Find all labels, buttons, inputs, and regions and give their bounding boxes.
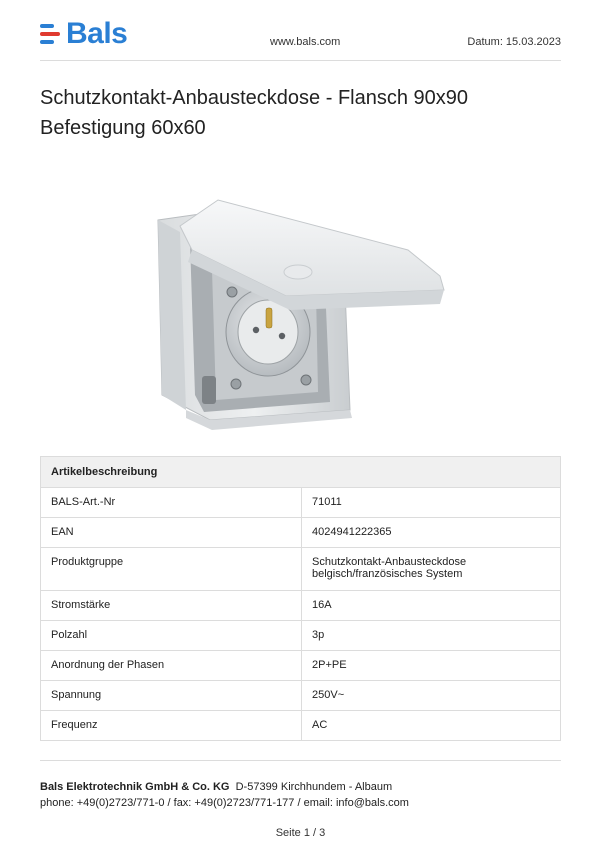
logo-mark-icon — [40, 21, 62, 47]
company-name: Bals Elektrotechnik GmbH & Co. KG — [40, 781, 230, 793]
row-label: Spannung — [41, 681, 302, 711]
row-value: 2P+PE — [302, 651, 561, 681]
document-date: Datum: 15.03.2023 — [467, 36, 561, 48]
row-label: Stromstärke — [41, 591, 302, 621]
table-row — [41, 518, 561, 548]
table-row — [41, 711, 561, 741]
row-value: 3p — [302, 621, 561, 651]
row-value: AC — [302, 711, 561, 741]
table-row — [41, 651, 561, 681]
socket-with-hinged-cover-icon — [140, 180, 460, 440]
product-image — [140, 180, 460, 440]
row-value-line-1: Schutzkontakt-Anbausteckdose — [312, 556, 467, 568]
row-value: 16A — [302, 591, 561, 621]
table-heading: Artikelbeschreibung — [41, 457, 561, 488]
row-value: 71011 — [302, 488, 561, 518]
row-value: 250V~ — [302, 681, 561, 711]
table-header-row — [41, 457, 561, 488]
title-line-1: Schutzkontakt-Anbausteckdose - Flansch 90x90 — [40, 87, 469, 109]
footer-company-line — [40, 779, 561, 795]
row-value: 4024941222365 — [302, 518, 561, 548]
table-row — [41, 621, 561, 651]
row-label: BALS-Art.-Nr — [41, 488, 302, 518]
header-divider — [40, 60, 561, 61]
company-address: D-57399 Kirchhundem - Albaum — [235, 781, 393, 793]
row-value — [302, 548, 561, 591]
row-value-line-2: belgisch/französisches System — [312, 568, 463, 580]
row-label: EAN — [41, 518, 302, 548]
row-label: Anordnung der Phasen — [41, 651, 302, 681]
row-label: Frequenz — [41, 711, 302, 741]
table-row — [41, 488, 561, 518]
page-header — [40, 18, 561, 58]
row-label: Produktgruppe — [41, 548, 302, 591]
table-row — [41, 681, 561, 711]
page-number: Seite 1 / 3 — [275, 827, 326, 839]
website-link[interactable]: www.bals.com — [270, 36, 341, 48]
title-line-2: Befestigung 60x60 — [40, 117, 206, 139]
page-footer — [40, 779, 561, 811]
bals-logo[interactable] — [40, 18, 127, 50]
row-label: Polzahl — [41, 621, 302, 651]
footer-divider — [40, 760, 561, 761]
article-description-table — [40, 456, 561, 741]
footer-contact: phone: +49(0)2723/771-0 / fax: +49(0)2723/771-177 / email: info@bals.com — [40, 797, 409, 809]
page-title — [40, 83, 561, 143]
table-row — [41, 548, 561, 591]
logo-text: Bals — [66, 17, 128, 50]
table-row — [41, 591, 561, 621]
